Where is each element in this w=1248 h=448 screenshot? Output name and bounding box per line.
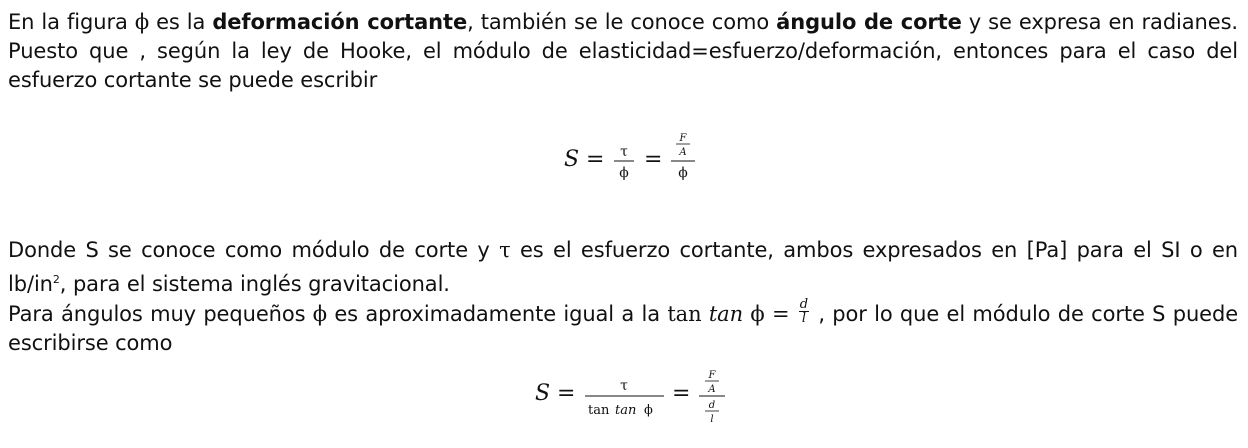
- eq2-d: d: [708, 400, 716, 411]
- text-run: , también se le conoce como: [467, 10, 777, 34]
- eq2-a: A: [708, 384, 716, 395]
- fraction-numerator-d: d: [799, 296, 809, 312]
- eq1-phi: ϕ: [619, 165, 629, 181]
- phi-symbol: ϕ: [312, 302, 327, 326]
- text-run: Donde S se conoce como módulo de corte y: [8, 238, 500, 262]
- tan-operator: tan: [667, 302, 702, 326]
- paragraph-shear-deformation: [8, 8, 1238, 95]
- text-run: Para ángulos muy pequeños: [8, 302, 313, 326]
- text-run: y se expresa en radianes. Puesto que , según la ley de Hooke, el módulo de elasticidad=esfuerzo/deformación, entonces para el caso del esfuerzo cortante se puede escribir: [8, 10, 1239, 92]
- eq2-l: l: [710, 414, 714, 425]
- text-run: , para el sistema inglés gravitacional.: [59, 272, 450, 296]
- document-page: [8, 8, 1239, 425]
- term-shear-angle: ángulo de corte: [776, 10, 962, 34]
- eq2-equals-1: =: [557, 381, 576, 406]
- phi-symbol-2: ϕ: [750, 302, 765, 326]
- phi-symbol: ϕ: [134, 10, 150, 34]
- text-run: En la figura: [8, 10, 135, 34]
- eq2-tau: τ: [620, 378, 628, 394]
- fraction-denominator-l: l: [801, 310, 806, 326]
- eq2-equals-2: =: [672, 381, 691, 406]
- eq2-f: F: [708, 370, 716, 381]
- equation-shear-modulus: [564, 130, 704, 190]
- eq2-den-phi: ϕ: [644, 403, 653, 418]
- eq1-a: A: [679, 147, 687, 158]
- text-run: es aproximadamente igual a la: [327, 302, 668, 326]
- text-run: , por lo que el módulo de corte S puede escribirse como: [8, 302, 1239, 355]
- paragraph-small-angles: [8, 296, 1239, 358]
- fraction-d-over-l: [799, 298, 809, 325]
- tau-symbol: τ: [499, 238, 511, 262]
- eq2-den-tan: tan: [588, 403, 610, 418]
- term-shear-deformation: deformación cortante: [212, 10, 468, 34]
- eq1-equals-1: =: [586, 147, 605, 172]
- eq2-lhs-s: S: [535, 381, 551, 406]
- eq2-den-tan-italic: tan: [615, 403, 637, 418]
- tan-italic: tan: [708, 302, 744, 326]
- equals-sign: =: [771, 302, 790, 326]
- eq1-phi-2: ϕ: [678, 165, 688, 181]
- eq1-tau: τ: [620, 144, 628, 160]
- eq1-lhs-s: S: [564, 147, 580, 172]
- text-run: es el esfuerzo cortante, ambos expresados en [Pa] para el SI o en lb/in: [8, 238, 1238, 296]
- superscript-2: 2: [52, 273, 60, 286]
- eq1-equals-2: =: [644, 147, 663, 172]
- paragraph-shear-modulus-definition: [8, 236, 1238, 299]
- eq1-f: F: [679, 133, 687, 144]
- equation-shear-modulus-small-angle: [535, 368, 735, 438]
- text-run: es la: [149, 10, 213, 34]
